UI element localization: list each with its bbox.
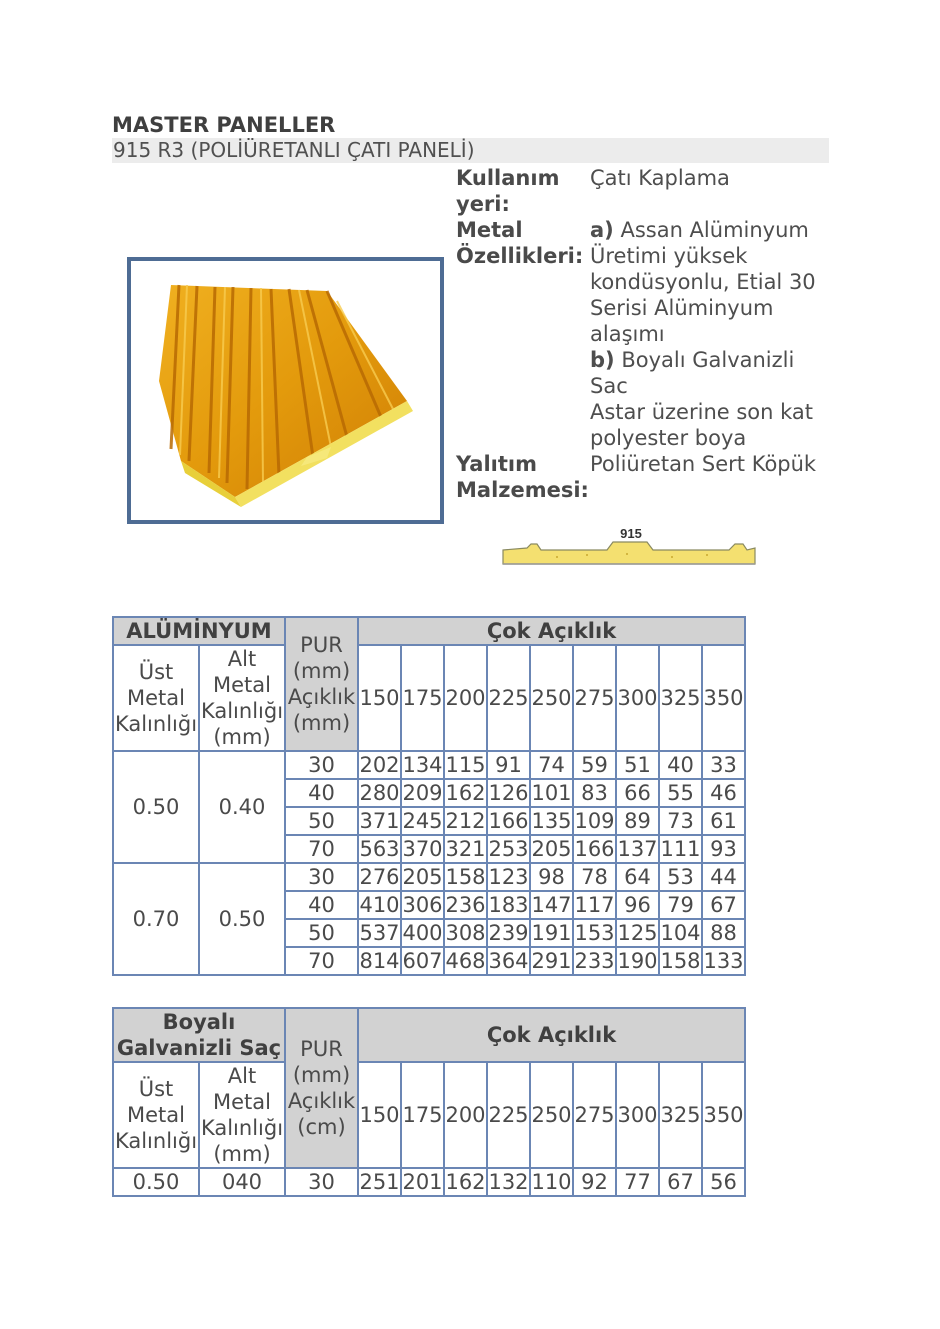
value-cell: 276 [359,865,400,889]
aluminium-load-table [112,616,746,976]
table-row [113,751,745,779]
span-275: 275 [573,1062,616,1168]
pur-cell: 40 [285,779,358,807]
value-cell: 56 [702,1168,745,1196]
value-cell: 53 [659,863,702,891]
span-200: 200 [444,645,487,751]
value-cell: 88 [702,919,745,947]
value-cell: 61 [702,807,745,835]
metal-value: a) Assan Alüminyum Üretimi yüksek kondüsyonlu, Etial 30 Serisi Alüminyum alaşımı b) Boyalı Galvanizli Sac Astar üzerine son kat polyester boya [590,218,816,450]
value-cell: 209 [402,781,443,805]
value-cell: 158 [445,865,486,889]
value-cell: 83 [573,779,616,807]
value-cell: 201 [402,1170,443,1194]
lower-thickness-cell: 0.50 [199,863,285,975]
panel-profile-drawing [497,524,761,576]
span-325: 325 [659,1062,702,1168]
value-cell: 183 [488,893,529,917]
document-heading [112,113,829,163]
galvanised-load-table [112,1007,746,1197]
page-title: MASTER PANELLER [112,113,336,137]
pur-cell: 70 [285,835,358,863]
value-cell: 321 [445,837,486,861]
value-cell: 280 [359,781,400,805]
table-row [113,1168,745,1196]
value-cell: 96 [616,891,659,919]
value-cell: 537 [359,921,400,945]
value-cell: 364 [488,949,529,973]
pur-cell: 50 [285,919,358,947]
value-cell: 205 [402,865,443,889]
value-cell: 92 [573,1168,616,1196]
value-cell: 33 [702,751,745,779]
value-cell: 814 [359,949,400,973]
value-cell: 153 [574,921,615,945]
span-175: 175 [401,1062,444,1168]
value-cell: 371 [359,809,400,833]
value-cell: 101 [531,781,572,805]
value-cell: 410 [359,893,400,917]
value-cell: 607 [402,949,443,973]
value-cell: 308 [445,921,486,945]
multi-span-header: Çok Açıklık [358,617,745,645]
value-cell: 117 [574,893,615,917]
span-250: 250 [530,645,573,751]
usage-label: Kullanım yeri: [456,166,560,216]
value-cell: 79 [659,891,702,919]
value-cell: 126 [488,781,529,805]
span-175: 175 [401,645,444,751]
value-cell: 55 [659,779,702,807]
multi-span-header: Çok Açıklık [358,1008,745,1062]
value-cell: 236 [445,893,486,917]
pur-cell: 70 [285,947,358,975]
value-cell: 135 [531,809,572,833]
value-cell: 91 [487,751,530,779]
value-cell: 205 [531,837,572,861]
value-cell: 98 [530,863,573,891]
value-cell: 67 [702,891,745,919]
value-cell: 46 [702,779,745,807]
value-cell: 251 [359,1170,400,1194]
value-cell: 147 [531,893,572,917]
value-cell: 64 [616,863,659,891]
value-cell: 73 [659,807,702,835]
value-cell: 190 [617,949,658,973]
pur-cell: 30 [285,1168,358,1196]
value-cell: 191 [531,921,572,945]
value-cell: 253 [488,837,529,861]
upper-thickness-cell: 0.50 [113,751,199,863]
value-cell: 78 [573,863,616,891]
value-cell: 93 [702,835,745,863]
value-cell: 67 [659,1168,702,1196]
value-cell: 133 [703,949,744,973]
profile-label: 915 [620,526,642,541]
value-cell: 166 [574,837,615,861]
value-cell: 245 [402,809,443,833]
insulation-value: Poliüretan Sert Köpük [590,452,817,476]
span-350: 350 [702,645,745,751]
pur-cell: 40 [285,891,358,919]
value-cell: 77 [616,1168,659,1196]
value-cell: 162 [445,1170,486,1194]
upper-metal-header: Üst Metal Kalınlığı [113,1062,199,1168]
lower-metal-header: Alt Metal Kalınlığı (mm) [200,1064,284,1166]
value-cell: 111 [660,837,701,861]
value-cell: 212 [445,809,486,833]
value-cell: 239 [488,921,529,945]
value-cell: 66 [616,779,659,807]
galvanised-title: Boyalı Galvanizli Saç [113,1008,285,1062]
value-cell: 104 [660,921,701,945]
span-150: 150 [358,645,401,751]
value-cell: 158 [660,949,701,973]
lower-thickness-cell: 040 [199,1168,285,1196]
insulation-label: Yalıtım Malzemesi: [456,452,589,502]
value-cell: 59 [573,751,616,779]
aluminium-title: ALÜMİNYUM [113,617,285,645]
lower-metal-header: Alt Metal Kalınlığı (mm) [200,647,284,749]
span-150: 150 [358,1062,401,1168]
value-cell: 233 [574,949,615,973]
value-cell: 125 [617,921,658,945]
spec-list [456,165,830,503]
value-cell: 370 [402,837,443,861]
pur-header: PUR (mm) Açıklık (mm) [285,617,358,751]
value-cell: 137 [617,837,658,861]
span-250: 250 [530,1062,573,1168]
value-cell: 110 [531,1170,572,1194]
value-cell: 109 [574,809,615,833]
value-cell: 132 [488,1170,529,1194]
table-row [113,863,745,891]
upper-thickness-cell: 0.70 [113,863,199,975]
value-cell: 162 [445,781,486,805]
galvanised-table-body [113,1168,745,1196]
metal-label: Metal Özellikleri: [456,218,584,268]
upper-thickness-cell: 0.50 [113,1168,199,1196]
span-275: 275 [573,645,616,751]
value-cell: 89 [616,807,659,835]
value-cell: 40 [659,751,702,779]
aluminium-table-body [113,751,745,975]
upper-metal-header: Üst Metal Kalınlığı [113,645,199,751]
value-cell: 291 [531,949,572,973]
roof-panel-image [131,261,440,520]
span-200: 200 [444,1062,487,1168]
value-cell: 44 [702,863,745,891]
pur-header: PUR (mm) Açıklık (cm) [285,1008,358,1168]
span-225: 225 [487,645,530,751]
value-cell: 468 [445,949,486,973]
value-cell: 166 [488,809,529,833]
value-cell: 202 [359,753,400,777]
value-cell: 123 [488,865,529,889]
value-cell: 51 [616,751,659,779]
pur-cell: 30 [285,863,358,891]
span-300: 300 [616,645,659,751]
pur-cell: 50 [285,807,358,835]
value-cell: 74 [530,751,573,779]
span-300: 300 [616,1062,659,1168]
span-225: 225 [487,1062,530,1168]
span-350: 350 [702,1062,745,1168]
span-325: 325 [659,645,702,751]
value-cell: 400 [402,921,443,945]
value-cell: 563 [359,837,400,861]
value-cell: 115 [445,753,486,777]
usage-value: Çatı Kaplama [590,166,730,190]
value-cell: 306 [402,893,443,917]
value-cell: 134 [402,753,443,777]
pur-cell: 30 [285,751,358,779]
product-photo [127,257,444,524]
lower-thickness-cell: 0.40 [199,751,285,863]
page-subtitle: 915 R3 (POLİÜRETANLI ÇATI PANELİ) [112,138,829,163]
